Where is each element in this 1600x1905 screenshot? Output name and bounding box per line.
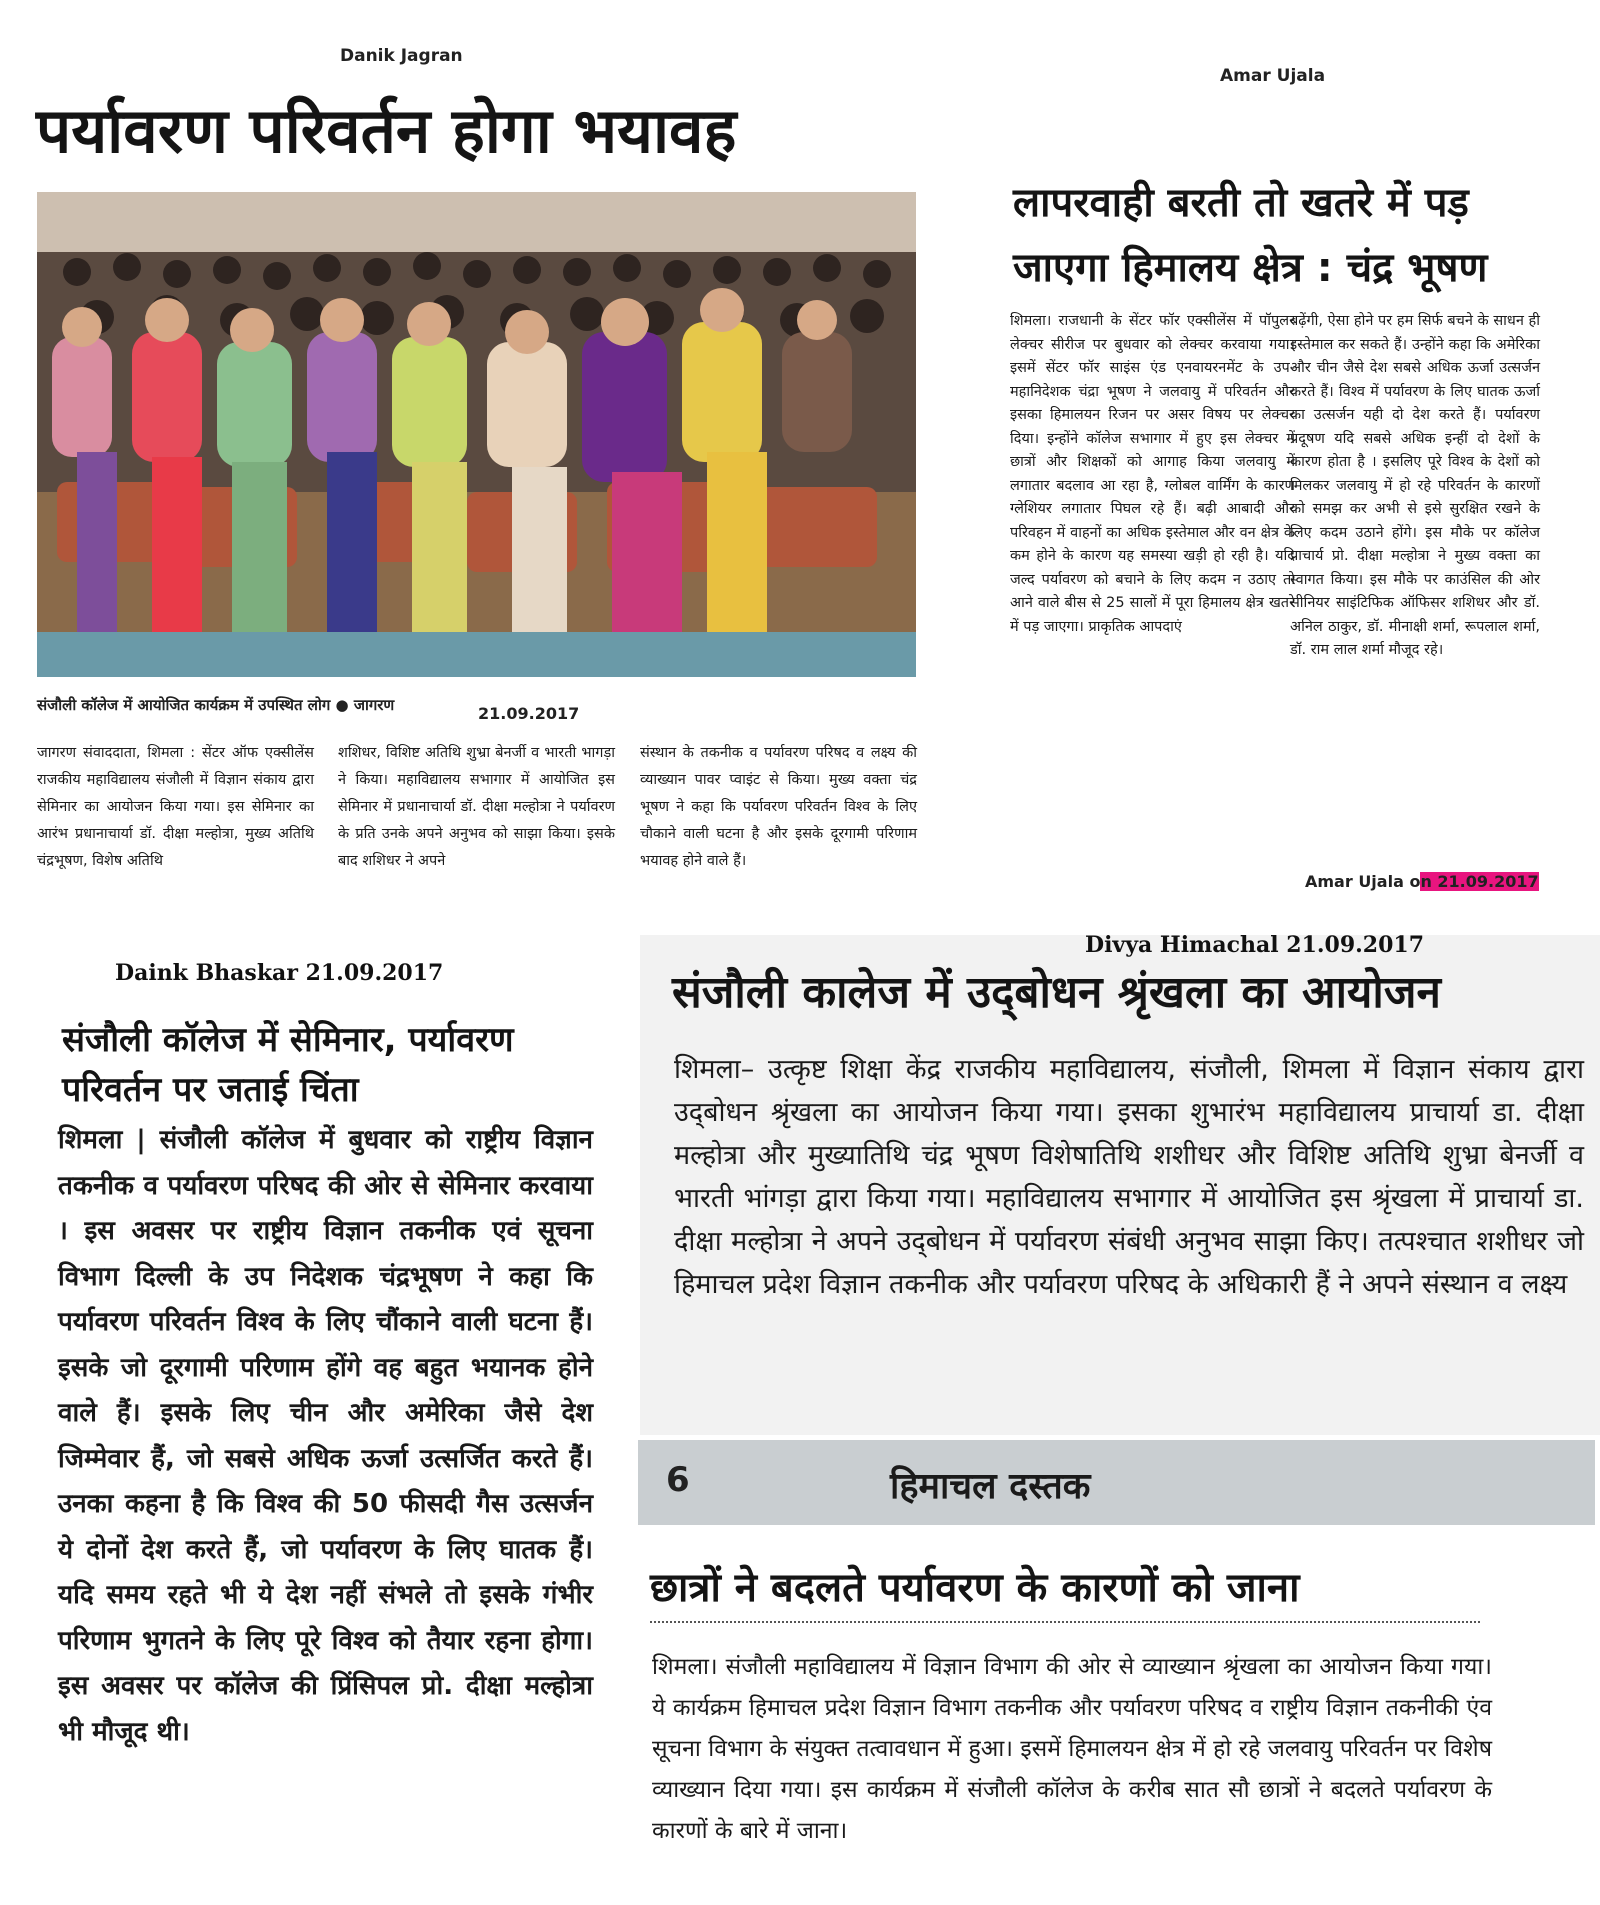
- amar-ujala-source-label: Amar Ujala: [1220, 66, 1326, 86]
- amar-ujala-footer-date: n 21.09.2017: [1420, 872, 1539, 891]
- divya-himachal-label: Divya Himachal 21.09.2017: [1085, 932, 1425, 958]
- himachal-dastak-masthead: हिमाचल दस्तक: [890, 1466, 1091, 1507]
- amar-ujala-headline-line-1: लापरवाही बरती तो खतरे में पड़: [1013, 180, 1469, 226]
- dainik-bhaskar-body: शिमला | संजौली कॉलेज में बुधवार को राष्ट्रीय विज्ञान तकनीक व पर्यावरण परिषद की ओर से सेमिनार करवाया । इस अवसर पर राष्ट्रीय विज्ञान तकनीक एवं सूचना विभाग दिल्ली के उप निदेशक चंद्रभूषण ने कहा कि पर्यावरण परिवर्तन विश्व के लिए चौंकाने वाली घटना हैं। इसके जो दूरगामी परिणाम होंगे वह बहुत भयानक होने वाले हैं। इसके लिए चीन और अमेरिका जैसे देश जिम्मेवार हैं, जो सबसे अधिक ऊर्जा उत्सर्जित करते हैं। उनका कहना है कि विश्व की 50 फीसदी गैस उत्सर्जन ये दोनों देश करते हैं, जो पर्यावरण के लिए घातक हैं। यदि समय रहते भी ये देश नहीं संभले तो इसके गंभीर परिणाम भुगतने के लिए पूरे विश्व को तैयार रहना होगा। इस अवसर पर कॉलेज की प्रिंसिपल प्रो. दीक्षा मल्होत्रा भी मौजूद थी।: [58, 1125, 593, 1747]
- audience-photo-illustration: [37, 192, 916, 677]
- danik-jagran-column-1: जागरण संवाददाता, शिमला : सेंटर ऑफ एक्सीलेंस राजकीय महाविद्यालय संजौली में विज्ञान संकाय द्वारा सेमिनार का आयोजन किया गया। इस सेमिनार का आरंभ प्रधानाचार्या डॉ. दीक्षा मल्होत्रा, मुख्य अतिथि चंद्रभूषण, विशेष अतिथि: [37, 745, 314, 869]
- photo-caption: संजौली कॉलेज में आयोजित कार्यक्रम में उपस्थित लोग ● जागरण: [37, 696, 395, 714]
- amar-ujala-footer-prefix: Amar Ujala o: [1305, 872, 1421, 891]
- amar-ujala-column-2: बढ़ेंगी, ऐसा होने पर हम सिर्फ बचने के साधन ही इस्तेमाल कर सकते हैं। उन्होंने कहा कि अमेरिका और चीन जैसे देश सबसे अधिक ऊर्जा उत्सर्जन करते हैं। विश्व में पर्यावरण के लिए घातक ऊर्जा का उत्सर्जन यही दो देश करते हैं। पर्यावरण प्रदूषण यदि सबसे अधिक इन्हीं दो देशों के कारण होता है । इसलिए पूरे विश्व के देशों को मिलकर जलवायु में हो रहे परिवर्तन के कारणों को समझ कर अभी से इसे सुरक्षित रखने के लिए कदम उठाने होंगे। इस मौके पर कॉलेज प्राचार्य प्रो. दीक्षा मल्होत्रा ने मुख्य वक्ता का स्वागत किया। इस मौके पर काउंसिल की ओर सीनियर साइंटिफिक ऑफिसर शशिधर और डॉ. अनिल ठाकुर, डॉ. मीनाक्षी शर्मा, रूपलाल शर्मा, डॉ. राम लाल शर्मा मौजूद रहे।: [1290, 313, 1540, 658]
- dainik-bhaskar-label: Daink Bhaskar 21.09.2017: [115, 960, 444, 986]
- amar-ujala-headline-line-2: जाएगा हिमालय क्षेत्र : चंद्र भूषण: [1013, 245, 1488, 291]
- danik-jagran-headline: पर्यावरण परिवर्तन होगा भयावह: [36, 94, 737, 167]
- divya-himachal-headline: संजौली कालेज में उद्‌बोधन श्रृंखला का आयोजन: [672, 967, 1441, 1018]
- danik-jagran-column-3: संस्थान के तकनीक व पर्यावरण परिषद व लक्ष्य की व्याख्यान पावर प्वाइंट से किया। मुख्य वक्ता चंद्र भूषण ने कहा कि पर्यावरण परिवर्तन विश्व के लिए चौकाने वाली घटना है और इसके दूरगामी परिणाम भयावह होने वाले हैं।: [640, 745, 917, 869]
- dainik-bhaskar-headline: संजौली कॉलेज में सेमिनार, पर्यावरण परिवर्तन पर जताई चिंता: [62, 1020, 514, 1110]
- divya-himachal-body: शिमला– उत्कृष्ट शिक्षा केंद्र राजकीय महाविद्यालय, संजौली, शिमला में विज्ञान संकाय द्वारा उद्‌बोधन श्रृंखला का आयोजन किया गया। इसका शुभारंभ महाविद्यालय प्राचार्या डा. दीक्षा मल्होत्रा और मुख्यातिथि चंद्र भूषण विशेषातिथि शशीधर और विशिष्ट अतिथि शुभ्रा बेनर्जी व भारती भांगड़ा द्वारा किया गया। महाविद्यालय सभागार में आयोजित इस श्रृंखला में प्राचार्या डा. दीक्षा मल्होत्रा ने अपने उद्‌बोधन में पर्यावरण संबंधी अनुभव साझा किए। तत्पश्चात शशीधर जो हिमाचल प्रदेश विज्ञान तकनीक और पर्यावरण परिषद के अधिकारी हैं ने अपने संस्थान व लक्ष्य: [674, 1054, 1584, 1300]
- himachal-dastak-masthead-bar: [638, 1440, 1595, 1525]
- danik-jagran-source-label: Danik Jagran: [340, 46, 463, 66]
- himachal-dastak-page-number: 6: [666, 1460, 690, 1500]
- audience-photo: [37, 192, 916, 677]
- himachal-dastak-headline: छात्रों ने बदलते पर्यावरण के कारणों को जाना: [650, 1565, 1480, 1623]
- danik-jagran-column-2: शशिधर, विशिष्ट अतिथि शुभ्रा बेनर्जी व भारती भागड़ा ने किया। महाविद्यालय सभागार में आयोजित इस सेमिनार में प्रधानाचार्या डॉ. दीक्षा मल्होत्रा ने पर्यावरण के प्रति उनके अपने अनुभव को साझा किया। इसके बाद शशिधर ने अपने: [338, 745, 615, 869]
- danik-jagran-date: 21.09.2017: [478, 704, 580, 723]
- himachal-dastak-body: शिमला। संजौली महाविद्यालय में विज्ञान विभाग की ओर से व्याख्यान श्रृंखला का आयोजन किया गया। ये कार्यक्रम हिमाचल प्रदेश विज्ञान विभाग तकनीक और पर्यावरण परिषद व राष्ट्रीय विज्ञान तकनीकी एंव सूचना विभाग के संयुक्त तत्वावधान में हुआ। इसमें हिमालयन क्षेत्र में हो रहे जलवायु परिवर्तन पर विशेष व्याख्यान दिया गया। इस कार्यक्रम में संजौली कॉलेज के करीब सात सौ छात्रों ने बदलते पर्यावरण के कारणों के बारे में जाना।: [652, 1654, 1492, 1844]
- amar-ujala-footer: [1305, 872, 1539, 891]
- amar-ujala-column-1: शिमला। राजधानी के सेंटर फॉर एक्सीलेंस में पॉपुलर लेक्चर सीरीज पर बुधवार को लेक्चर करवाया गया। इसमें सेंटर फॉर साइंस एंड एनवायरनमेंट के उप-महानिदेशक चंद्रा भूषण ने जलवायु में परिवर्तन और इसका हिमालयन रिजन पर असर विषय पर लेक्चर दिया। इन्होंने कॉलेज सभागार में हुए इस लेक्चर में छात्रों और शिक्षकों को आगाह किया जलवायु में लगातार बदलाव आ रहा है, ग्लोबल वार्मिंग के कारण ग्लेशियर लगातार पिघल रहे हैं। बढ़ी आबादी और परिवहन में वाहनों का अधिक इस्तेमाल और वन क्षेत्र के कम होने के कारण यह समस्या खड़ी हो रही है। यदि जल्द पर्यावरण को बचाने के लिए कदम न उठाए तो आने वाले बीस से 25 सालों में पूरा हिमालय क्षेत्र खतरे में पड़ जाएगा। प्राकृतिक आपदाएं: [1010, 313, 1295, 635]
